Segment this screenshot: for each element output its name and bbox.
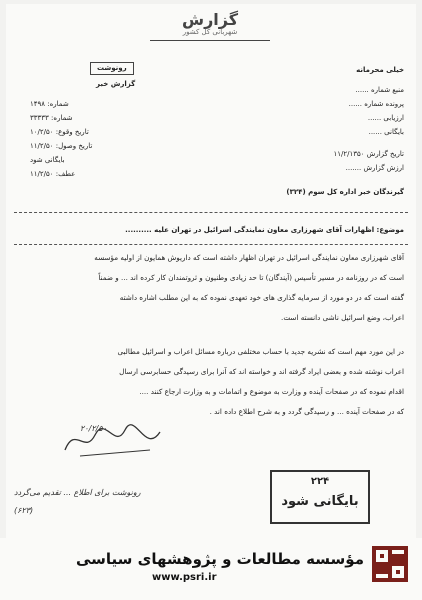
left-occurrence-date: تاریخ وقوع: ۱۰/۲/۵۰	[30, 128, 89, 136]
handwritten-note: رونوشت برای اطلاع ... تقدیم می‌گردد	[14, 488, 141, 497]
note-number: (۶۲۳)	[14, 506, 34, 515]
left-number: شماره: ۱۴۹۸	[30, 100, 69, 108]
left-heading: گزارش خبر	[96, 80, 136, 88]
body-line-1: آقای شهرزاری معاون نمایندگی اسرائیل در تهران اظهار داشته است که داریوش همایون از اولیه مؤسسه	[94, 253, 404, 262]
institute-name: مؤسسه مطالعات و پژوهشهای سیاسی	[75, 550, 364, 568]
left-reference: عطف: ۱۱/۲/۵۰	[30, 170, 76, 178]
document-subtitle: شهربانی کل کشور	[182, 28, 238, 36]
archive-stamp	[270, 470, 370, 524]
classification-label: خیلی محرمانه	[356, 66, 404, 74]
body-line-3: گفته است که در دو مورد از سرمایه گذاری های خود تعهدی نموده که به این مطلب اشاره داشته	[119, 293, 404, 302]
subject-line: موضوع: اظهارات آقای شهرزاری معاون نمایندگی اسرائیل در تهران علیه ..........	[125, 226, 404, 234]
separator-line-2	[14, 244, 408, 245]
left-archive: بایگانی شود	[30, 156, 65, 164]
meta-source: منبع شماره ......	[355, 86, 404, 94]
body-line-7: اقدام نموده که در صفحات آینده و وزارت به موضوع و اتمامات و به وزارت ارجاع کنند ....	[139, 387, 404, 396]
title-underline	[150, 40, 270, 41]
signature-scribble-icon	[60, 420, 170, 460]
separator-line	[14, 212, 408, 213]
stamp-label: بایگانی شود	[281, 494, 359, 509]
meta-archive: بایگانی ......	[368, 128, 404, 136]
body-line-8: که در صفحات آینده ... و رسیدگی گردد و به شرح اطلاع داده اند .	[209, 407, 404, 416]
footer-band	[0, 538, 422, 600]
signature-date: ۲۰/۲/۵۰	[80, 424, 107, 433]
meta-file: پرونده شماره ......	[348, 100, 404, 108]
body-line-6: اعراب نوشته شده و بعضی ایراد گرفته اند و خواسته اند که آنرا برای رسیدگی حسابرسی ارسال	[119, 367, 404, 376]
institute-url[interactable]: www.psri.ir	[152, 572, 217, 583]
left-receipt-date: تاریخ وصول: ۱۱/۲/۵۰	[30, 142, 93, 150]
body-line-2: است که در روزنامه در مسیر تأسیس (آیندگان) تا حد زیادی وطنیون و ثروتمندان کار کرده اند ... و ضمناً	[98, 273, 404, 282]
document-title: گزارش	[181, 10, 239, 29]
institute-logo-icon	[372, 546, 408, 582]
left-number-2: شماره: ۳۳۳۳۳	[30, 114, 73, 122]
body-line-5: در این مورد مهم است که نشریه جدید با حساب مختلفی درباره مسائل اعراب و اسرائیل مطالبی	[117, 347, 404, 356]
meta-recipients: گیرندگان خبر اداره کل سوم (۳۲۴)	[286, 188, 404, 196]
copy-box: رونوشت	[90, 62, 134, 75]
meta-report-date: تاریخ گزارش ۱۱/۲/۱۳۵۰	[333, 150, 404, 158]
stamp-number: ۲۲۴	[310, 476, 330, 487]
meta-evaluation: ارزیابی ......	[367, 114, 404, 122]
body-line-4: اعراب، وضع اسرائیل ناشی دانسته است.	[281, 313, 404, 322]
meta-report-value: ارزش گزارش .......	[345, 164, 404, 172]
